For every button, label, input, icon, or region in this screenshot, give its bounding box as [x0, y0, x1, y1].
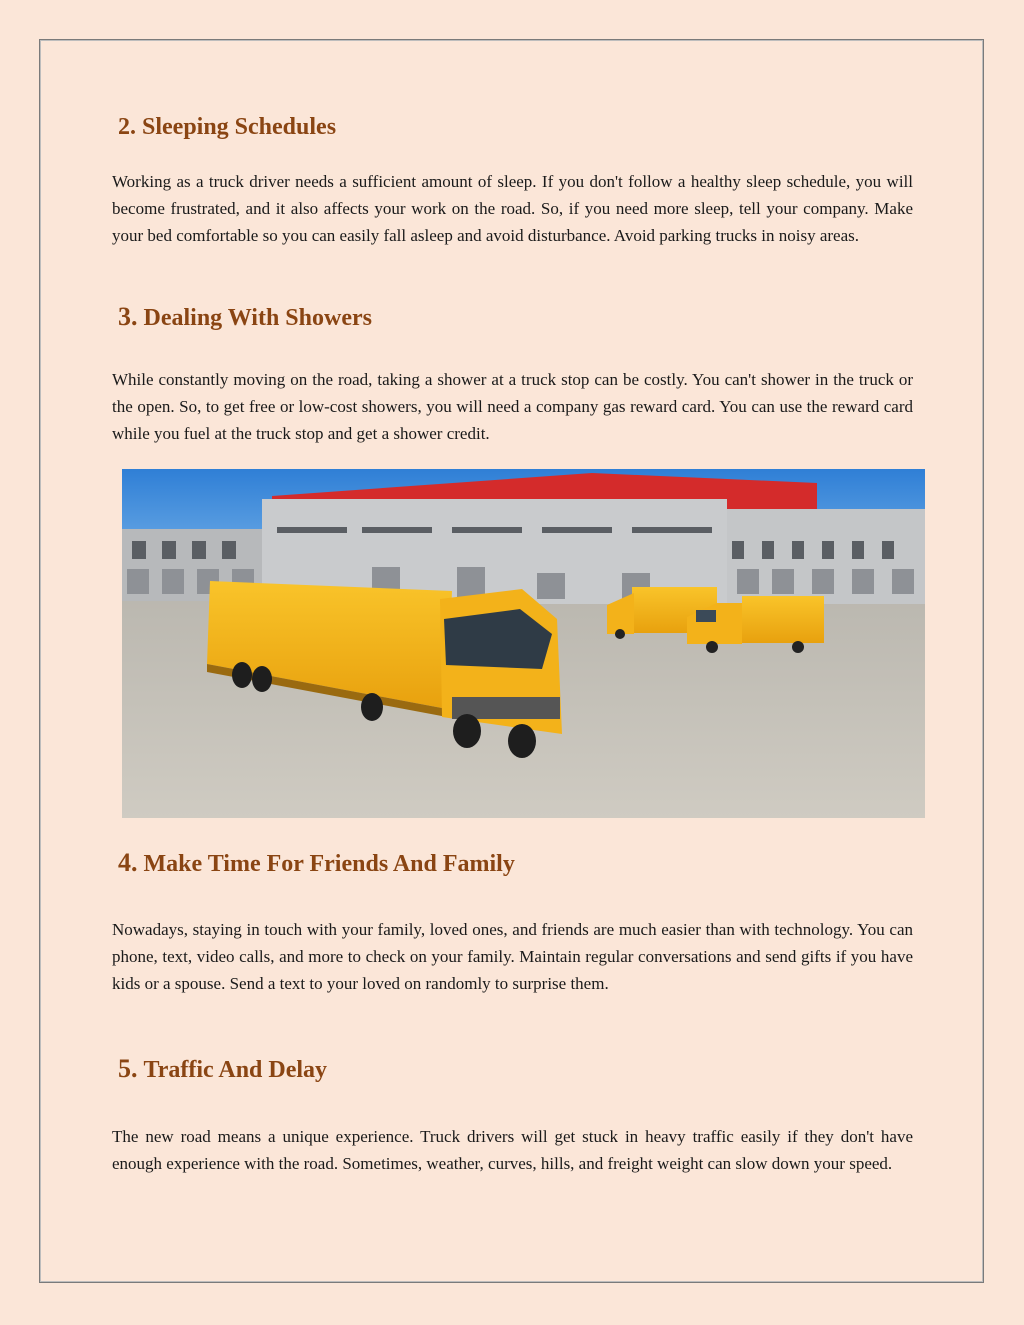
section-number: 3.	[118, 302, 138, 331]
truck-depot-photo	[122, 469, 925, 818]
paragraph-sleeping-schedules: Working as a truck driver needs a sufficient amount of sleep. If you don't follow a healthy sleep schedule, you will become frustrated, and it also affects your work on the road. So, if you need more sleep, tell your company. Make your bed comfortable so you can easily fall asleep and avoid disturbance. Avoid parking trucks in noisy areas.	[112, 172, 913, 245]
section-title: Make Time For Friends And Family	[143, 851, 515, 877]
section-heading-sleeping-schedules	[118, 114, 336, 141]
paragraph-friends-and-family: Nowadays, staying in touch with your family, loved ones, and friends are much easier than with technology. You can phone, text, video calls, and more to check on your family. Maintain regular conversations and send gifts if you have kids or a spouse. Send a text to your loved on randomly to surprise them.	[112, 920, 913, 993]
section-heading-traffic-and-delay	[118, 1054, 327, 1084]
section-number: 5.	[118, 1054, 138, 1083]
section-heading-friends-and-family	[118, 848, 515, 878]
paragraph-dealing-with-showers: While constantly moving on the road, taking a shower at a truck stop can be costly. You can't shower in the truck or the open. So, to get free or low-cost showers, you will need a company gas reward card. You can use the reward card while you fuel at the truck stop and get a shower credit.	[112, 370, 913, 443]
section-title: Sleeping Schedules	[142, 114, 337, 140]
section-heading-dealing-with-showers	[118, 302, 372, 332]
section-number: 2.	[118, 114, 136, 140]
paragraph-traffic-and-delay: The new road means a unique experience. Truck drivers will get stuck in heavy traffic easily if they don't have enough experience with the road. Sometimes, weather, curves, hills, and freight weight can slow down your speed.	[112, 1127, 913, 1173]
section-number: 4.	[118, 848, 138, 877]
section-title: Traffic And Delay	[143, 1057, 328, 1083]
section-title: Dealing With Showers	[143, 305, 372, 331]
